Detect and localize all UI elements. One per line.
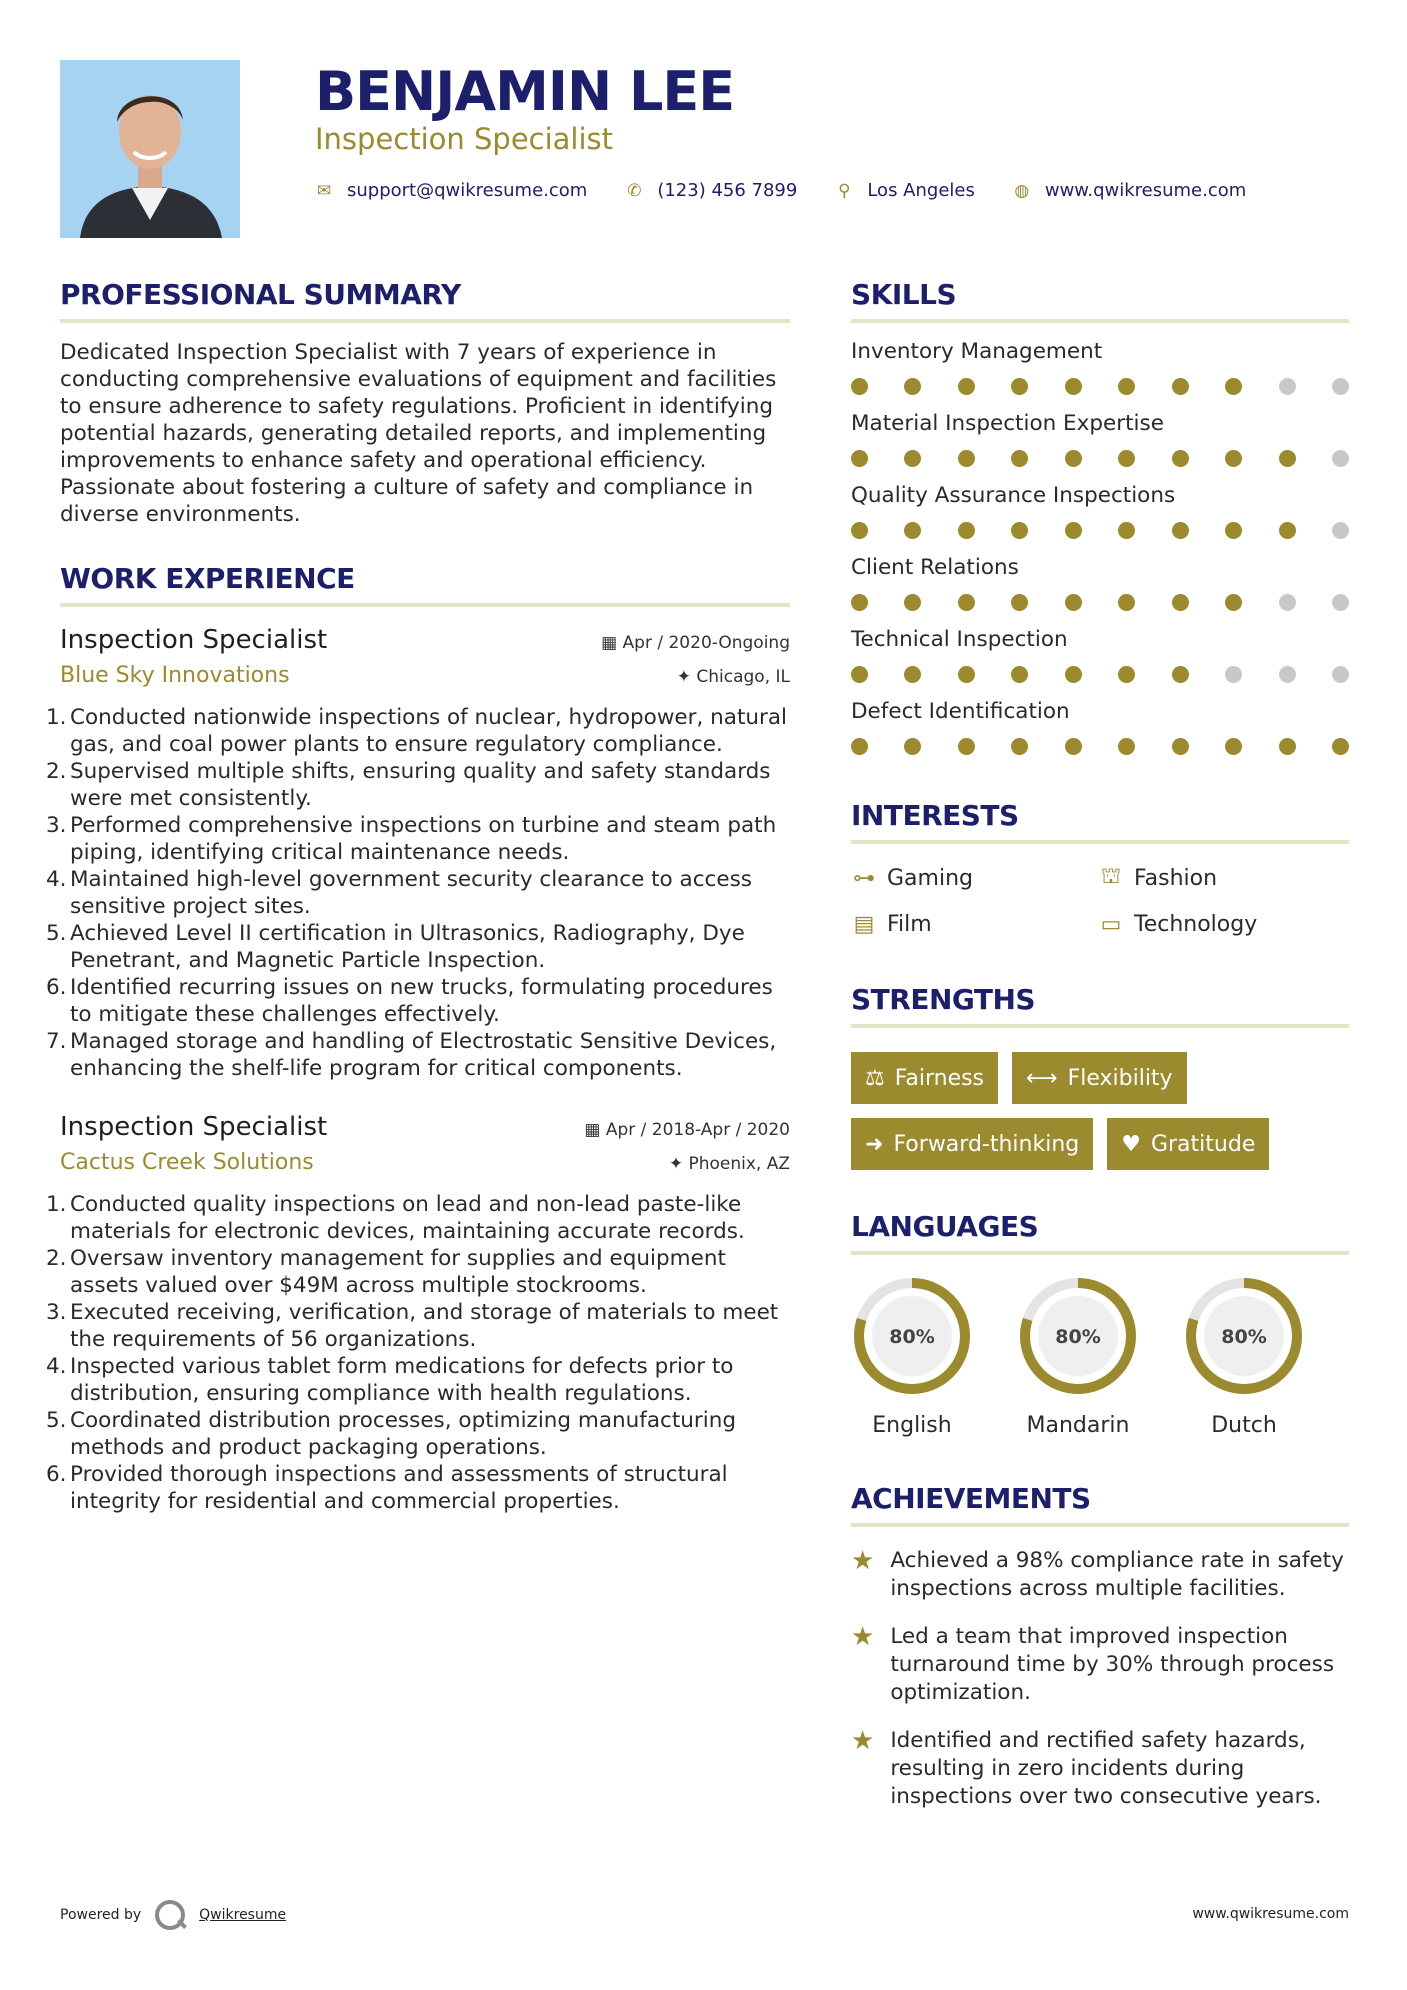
rating-dot-filled — [1011, 450, 1028, 467]
skill-name: Defect Identification — [851, 699, 1070, 724]
globe-icon: ◍ — [1014, 180, 1030, 201]
profile-photo — [60, 60, 240, 238]
rating-dot-filled — [851, 378, 868, 395]
rating-dot-filled — [1172, 738, 1189, 755]
skill-item — [851, 411, 1349, 467]
interest-item: ⊶ Gaming — [853, 865, 973, 891]
rating-dot-filled — [851, 450, 868, 467]
rating-dot-filled — [1011, 594, 1028, 611]
list-item: 4. Maintained high-level government security clearance to access sensitive project sites. — [46, 867, 752, 919]
section-title-skills: SKILLS — [851, 278, 1349, 323]
language-name: English — [872, 1413, 952, 1438]
job-duties — [46, 704, 790, 1082]
contact-location: Los Angeles — [867, 180, 975, 201]
skill-name: Quality Assurance Inspections — [851, 483, 1176, 508]
rating-dot-filled — [904, 666, 921, 683]
rating-dot-filled — [1225, 522, 1242, 539]
language-item — [1183, 1275, 1305, 1438]
job-date: Apr / 2018-Apr / 2020 — [605, 1120, 790, 1140]
rating-dot-filled — [904, 738, 921, 755]
rating-dot-filled — [1118, 738, 1135, 755]
languages-list — [851, 1275, 1349, 1438]
skill-rating — [851, 594, 1349, 611]
contact-website[interactable]: www.qwikresume.com — [1044, 180, 1247, 201]
calendar-icon: ▦ — [601, 633, 623, 653]
skill-name: Material Inspection Expertise — [851, 411, 1164, 436]
rating-dot-empty — [1279, 378, 1296, 395]
rating-dot-filled — [1172, 522, 1189, 539]
contact-bar — [315, 180, 1246, 201]
strength-badge: ⟷ Flexibility — [1012, 1052, 1187, 1104]
job-duties — [46, 1191, 790, 1515]
rating-dot-filled — [1279, 738, 1296, 755]
envelope-icon: ✉ — [316, 180, 332, 201]
section-title-summary: PROFESSIONAL SUMMARY — [60, 278, 790, 323]
rating-dot-filled — [958, 450, 975, 467]
section-title-achievements: ACHIEVEMENTS — [851, 1482, 1349, 1527]
achievement-item: ★ Identified and rectified safety hazards, resulting in zero incidents during inspections over two consecutive years. — [851, 1726, 1322, 1809]
language-item — [1017, 1275, 1139, 1438]
rating-dot-filled — [1065, 666, 1082, 683]
qwikresume-logo-icon — [155, 1900, 185, 1930]
rating-dot-filled — [904, 378, 921, 395]
rating-dot-filled — [851, 594, 868, 611]
skill-item — [851, 483, 1349, 539]
skill-rating — [851, 666, 1349, 683]
list-item: 1. Conducted quality inspections on lead and non-lead paste-like materials for electronic devices, maintaining accurate records. — [46, 1192, 745, 1244]
list-item: 7. Managed storage and handling of Electrostatic Sensitive Devices, enhancing the shelf-life program for critical components. — [46, 1029, 777, 1081]
job-date: Apr / 2020-Ongoing — [622, 633, 790, 653]
list-item: 3. Performed comprehensive inspections on turbine and steam path piping, identifying critical maintenance needs. — [46, 813, 777, 865]
skill-name: Client Relations — [851, 555, 1019, 580]
strength-badge: ♥ Gratitude — [1107, 1118, 1269, 1170]
left-column — [46, 278, 790, 1515]
contact-email[interactable]: support@qwikresume.com — [347, 180, 588, 201]
pin-icon: ✦ — [676, 667, 697, 687]
calendar-icon: ▦ — [584, 1120, 606, 1140]
skill-rating — [851, 738, 1349, 755]
film-icon: ▤ — [853, 912, 875, 937]
interest-item: ▭ Technology — [1098, 912, 1349, 937]
footer-url[interactable]: www.qwikresume.com — [1192, 1906, 1349, 1922]
rating-dot-empty — [1332, 666, 1349, 683]
skill-item — [851, 699, 1349, 755]
rating-dot-filled — [851, 666, 868, 683]
job-location: Phoenix, AZ — [688, 1154, 790, 1174]
rating-dot-filled — [904, 522, 921, 539]
rating-dot-filled — [1118, 450, 1135, 467]
language-ring — [1183, 1275, 1305, 1397]
rating-dot-filled — [1118, 378, 1135, 395]
phone-icon: ✆ — [627, 180, 642, 201]
rating-dot-filled — [1065, 522, 1082, 539]
powered-by-label: Powered by — [60, 1907, 142, 1923]
job-entry — [46, 1112, 790, 1515]
rating-dot-filled — [1065, 450, 1082, 467]
rating-dot-filled — [1172, 450, 1189, 467]
rating-dot-filled — [1065, 378, 1082, 395]
rating-dot-filled — [1172, 666, 1189, 683]
rating-dot-filled — [851, 522, 868, 539]
skill-item — [851, 339, 1349, 395]
rating-dot-filled — [1279, 522, 1296, 539]
achievement-item: ★ Led a team that improved inspection turnaround time by 30% through process optimization. — [851, 1622, 1335, 1705]
rating-dot-filled — [958, 666, 975, 683]
skill-rating — [851, 450, 1349, 467]
interest-item: ⛫ Fashion — [1098, 864, 1349, 892]
list-item: 2. Oversaw inventory management for supplies and equipment assets valued over $49M across multiple stockrooms. — [46, 1246, 726, 1298]
right-column — [851, 278, 1349, 1811]
language-percent: 80% — [1055, 1326, 1101, 1348]
rating-dot-filled — [1225, 450, 1242, 467]
skill-name: Technical Inspection — [851, 627, 1068, 652]
list-item: 5. Coordinated distribution processes, optimizing manufacturing methods and product packaging operations. — [46, 1408, 736, 1460]
section-title-experience: WORK EXPERIENCE — [60, 562, 790, 607]
strengths-list — [851, 1052, 1349, 1170]
candidate-title: Inspection Specialist — [315, 122, 614, 156]
rating-dot-filled — [851, 738, 868, 755]
brand-link[interactable]: Qwikresume — [199, 1907, 287, 1923]
summary-text: Dedicated Inspection Specialist with 7 years of experience in conducting comprehensive evaluations of equipment and facilities to ensure adherence to safety regulations. Proficient in identifying potential hazards, generating detailed reports, and implementing improvements to enhance safety and operational efficiency. Passionate about fostering a culture of safety and compliance in diverse environments. — [60, 340, 777, 527]
achievements-list — [851, 1547, 1349, 1811]
strength-badge: ➜ Forward-thinking — [851, 1118, 1093, 1170]
rating-dot-filled — [1118, 594, 1135, 611]
list-item: 4. Inspected various tablet form medications for defects prior to distribution, ensuring compliance with health regulations. — [46, 1354, 734, 1406]
star-icon: ★ — [851, 1726, 875, 1756]
job-company: Cactus Creek Solutions — [60, 1150, 314, 1175]
footer-powered-by — [60, 1900, 286, 1930]
rating-dot-filled — [1011, 378, 1028, 395]
rating-dot-empty — [1332, 378, 1349, 395]
rating-dot-empty — [1332, 594, 1349, 611]
interest-item: ▤ Film — [851, 912, 1098, 937]
section-title-strengths: STRENGTHS — [851, 983, 1349, 1028]
language-percent: 80% — [1221, 1326, 1267, 1348]
skill-name: Inventory Management — [851, 339, 1103, 364]
star-icon: ★ — [851, 1546, 875, 1576]
job-title: Inspection Specialist — [60, 625, 328, 655]
rating-dot-filled — [1279, 450, 1296, 467]
rating-dot-filled — [1065, 738, 1082, 755]
rating-dot-filled — [958, 594, 975, 611]
rating-dot-empty — [1332, 522, 1349, 539]
rating-dot-filled — [1011, 522, 1028, 539]
list-item: 6. Provided thorough inspections and assessments of structural integrity for residential and commercial properties. — [46, 1462, 728, 1514]
rating-dot-filled — [904, 450, 921, 467]
rating-dot-filled — [1011, 666, 1028, 683]
list-item: 1. Conducted nationwide inspections of nuclear, hydropower, natural gas, and coal power plants to ensure regulatory compliance. — [46, 705, 787, 757]
rating-dot-filled — [958, 522, 975, 539]
language-name: Mandarin — [1026, 1413, 1130, 1438]
skill-item — [851, 555, 1349, 611]
achievement-item: ★ Achieved a 98% compliance rate in safety inspections across multiple facilities. — [851, 1546, 1344, 1601]
map-pin-icon: ⚲ — [838, 180, 851, 201]
skill-rating — [851, 378, 1349, 395]
arrow-right-icon: ➜ — [865, 1131, 884, 1157]
rating-dot-filled — [1225, 738, 1242, 755]
language-name: Dutch — [1211, 1413, 1277, 1438]
laptop-icon: ▭ — [1100, 912, 1122, 937]
language-ring — [851, 1275, 973, 1397]
rating-dot-filled — [1172, 594, 1189, 611]
job-entry — [46, 625, 790, 1082]
shopping-bag-icon: ⛫ — [1100, 864, 1122, 889]
job-company: Blue Sky Innovations — [60, 663, 290, 688]
gamepad-icon: ⊶ — [853, 865, 875, 891]
language-percent: 80% — [889, 1326, 935, 1348]
rating-dot-empty — [1279, 594, 1296, 611]
job-location: Chicago, IL — [696, 667, 790, 687]
star-icon: ★ — [851, 1622, 875, 1652]
language-item — [851, 1275, 973, 1438]
rating-dot-filled — [1065, 594, 1082, 611]
rating-dot-filled — [904, 594, 921, 611]
list-item: 6. Identified recurring issues on new trucks, formulating procedures to mitigate these challenges effectively. — [46, 975, 773, 1027]
rating-dot-filled — [1332, 738, 1349, 755]
rating-dot-empty — [1225, 666, 1242, 683]
rating-dot-empty — [1279, 666, 1296, 683]
job-title: Inspection Specialist — [60, 1112, 328, 1142]
list-item: 2. Supervised multiple shifts, ensuring quality and safety standards were met consistently. — [46, 759, 771, 811]
skills-list — [851, 339, 1349, 755]
heart-icon: ♥ — [1121, 1131, 1141, 1157]
rating-dot-filled — [958, 738, 975, 755]
section-title-languages: LANGUAGES — [851, 1210, 1349, 1255]
rating-dot-filled — [1011, 738, 1028, 755]
rating-dot-filled — [1225, 378, 1242, 395]
pin-icon: ✦ — [668, 1154, 689, 1174]
list-item: 5. Achieved Level II certification in Ultrasonics, Radiography, Dye Penetrant, and Magnetic Particle Inspection. — [46, 921, 745, 973]
rating-dot-filled — [1118, 666, 1135, 683]
rating-dot-empty — [1332, 450, 1349, 467]
list-item: 3. Executed receiving, verification, and storage of materials to meet the requirements of 56 organizations. — [46, 1300, 779, 1352]
balance-scale-icon: ⚖ — [865, 1065, 885, 1091]
rating-dot-filled — [1225, 594, 1242, 611]
skill-rating — [851, 522, 1349, 539]
language-ring — [1017, 1275, 1139, 1397]
interests-grid — [851, 864, 1349, 937]
contact-phone[interactable]: (123) 456 7899 — [657, 180, 798, 201]
candidate-name: BENJAMIN LEE — [315, 60, 735, 123]
rating-dot-filled — [1118, 522, 1135, 539]
section-title-interests: INTERESTS — [851, 799, 1349, 844]
skill-item — [851, 627, 1349, 683]
strength-badge: ⚖ Fairness — [851, 1052, 998, 1104]
rating-dot-filled — [958, 378, 975, 395]
rating-dot-filled — [1172, 378, 1189, 395]
arrows-horizontal-icon: ⟷ — [1026, 1065, 1058, 1091]
